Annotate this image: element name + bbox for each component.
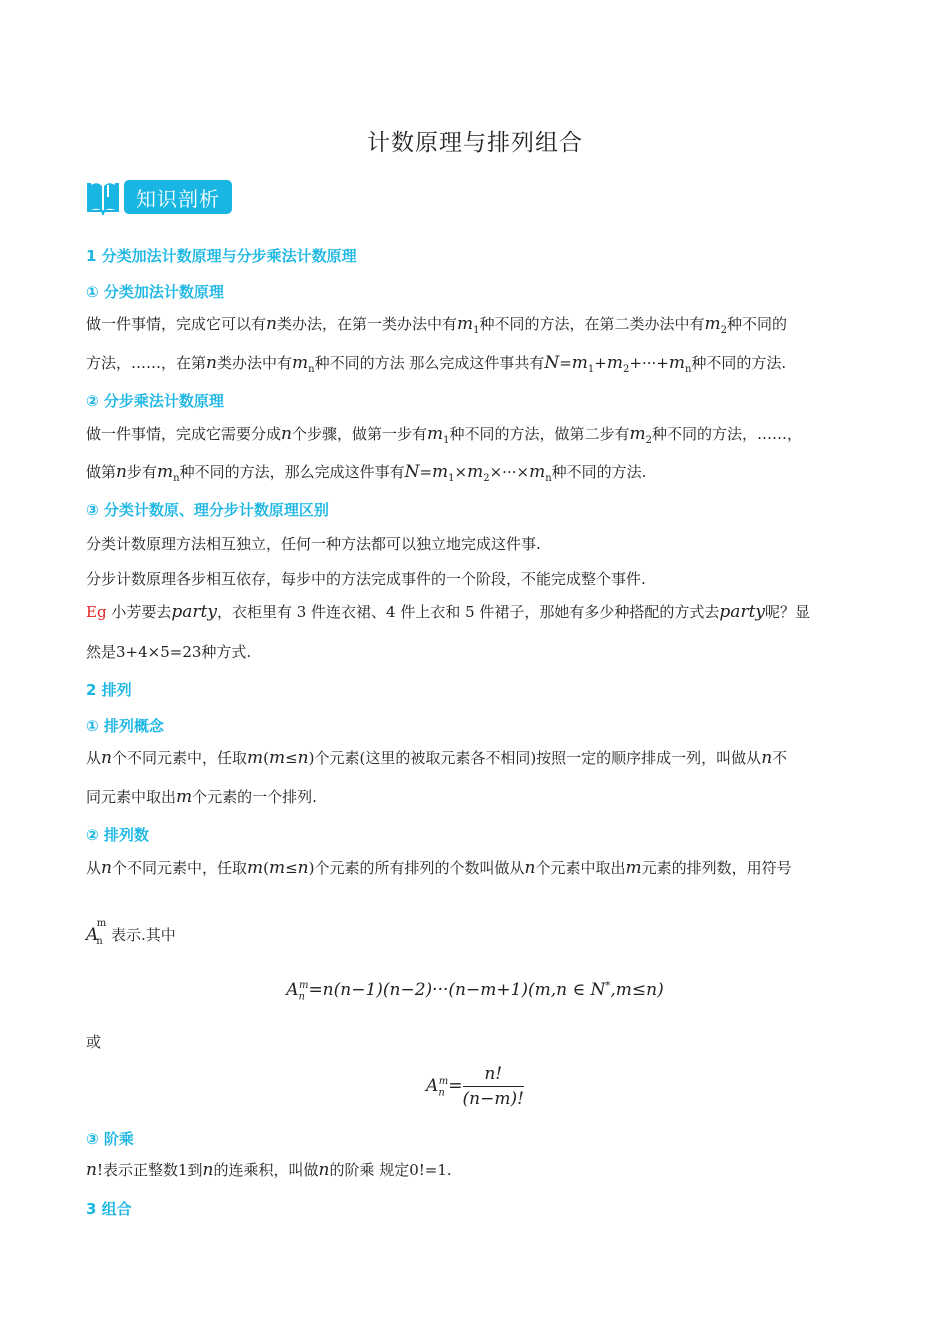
paragraph-difference-1: 分类计数原理方法相互独立，任何一种方法都可以独立地完成这件事. bbox=[86, 535, 541, 553]
example-line-2: 然是3+4×5=23种方式. bbox=[86, 643, 252, 661]
page-title: 计数原理与排列组合 bbox=[367, 130, 583, 156]
subheading-difference: ③ 分类计数原、理分步计数原理区别 bbox=[86, 501, 329, 519]
open-book-icon bbox=[86, 179, 120, 215]
eg-label: Eg bbox=[86, 603, 107, 621]
banner-label: 知识剖析 bbox=[124, 180, 232, 214]
subheading-permutation-concept: ① 排列概念 bbox=[86, 717, 164, 735]
paragraph-difference-2: 分步计数原理各步相互依存，每步中的方法完成事件的一个阶段，不能完成整个事件. bbox=[86, 570, 646, 588]
paragraph-factorial: n!表示正整数1到n的连乘积，叫做n的阶乘 规定0!=1. bbox=[86, 1160, 452, 1180]
paragraph-permutation-2: 同元素中取出m个元素的一个排列. bbox=[86, 787, 317, 807]
subheading-permutation-number: ② 排列数 bbox=[86, 826, 149, 844]
section-heading-1: 1 分类加法计数原理与分步乘法计数原理 bbox=[86, 247, 357, 265]
formula-permutation-product: $A_n^m=n(n-1)(n-2)\cdot\cdot\cdot(n-m+1)(m,n$ ∈ N*,m≤n) bbox=[286, 980, 664, 1003]
paragraph-multiplication-2: 做第n步有$m_n$种不同的方法，那么完成这件事有$N=m_1\times m_2\times\cdot\cdot\cdot\times m_n$种不同的方法. bbox=[86, 462, 647, 484]
paragraph-multiplication-1: 做一件事情，完成它需要分成n个步骤，做第一步有$m_1$种不同的方法，做第二步有$m_2$种不同的方法，……， bbox=[86, 424, 803, 446]
example-line-1: Eg 小芳要去party，衣柜里有 3 件连衣裙、4 件上衣和 5 件裙子，那她有多少种搭配的方式去party呢？显 bbox=[86, 602, 811, 622]
subheading-factorial: ③ 阶乘 bbox=[86, 1130, 134, 1148]
section-heading-3: 3 组合 bbox=[86, 1200, 132, 1218]
paragraph-addition-2: 方法，……，在第n类办法中有$m_n$种不同的方法 那么完成这件事共有$N=m_1+m_2+\cdot\cdot\cdot+m_n$种不同的方法. bbox=[86, 353, 787, 375]
paragraph-permutation-1: 从n个不同元素中，任取m(m≤n)个元素(这里的被取元素各不相同)按照一定的顺序排成一列，叫做从n不 bbox=[86, 748, 788, 768]
formula-permutation-factorial: $A_n^m=$ $\frac{n!}{(n-m)!}$ bbox=[426, 1064, 524, 1109]
subheading-addition-principle: ① 分类加法计数原理 bbox=[86, 283, 224, 301]
paragraph-permutation-number: 从n个不同元素中，任取m(m≤n)个元素的所有排列的个数叫做从n个元素中取出m元素的排列数，用符号 bbox=[86, 858, 792, 878]
or-text: 或 bbox=[86, 1033, 102, 1051]
paragraph-addition-1: 做一件事情，完成它可以有n类办法，在第一类办法中有$m_1$种不同的方法，在第二类办法中有$m_2$种不同的 bbox=[86, 314, 788, 336]
section-heading-2: 2 排列 bbox=[86, 681, 132, 699]
paragraph-symbol: $A_n^m$ 表示.其中 bbox=[86, 918, 176, 947]
subheading-multiplication-principle: ② 分步乘法计数原理 bbox=[86, 392, 224, 410]
section-banner bbox=[86, 178, 232, 216]
fraction: $\frac{n!}{(n-m)!}$ bbox=[462, 1064, 524, 1109]
